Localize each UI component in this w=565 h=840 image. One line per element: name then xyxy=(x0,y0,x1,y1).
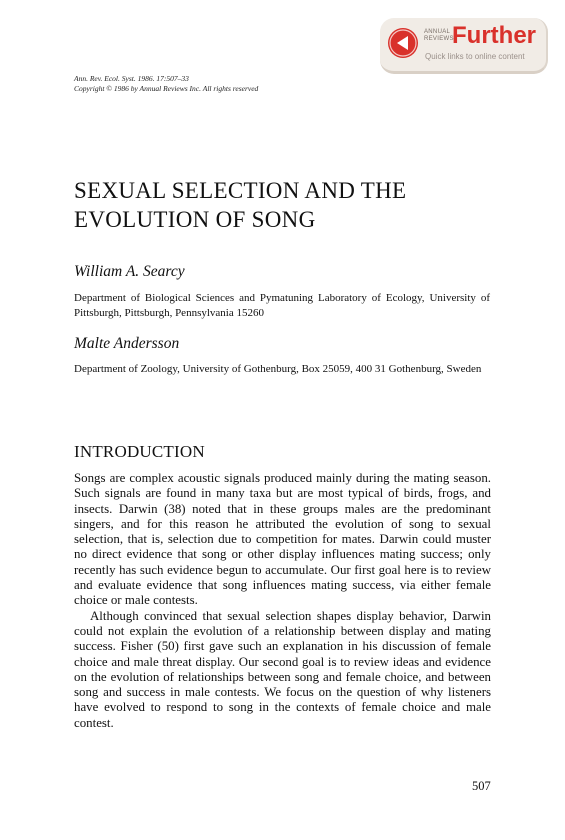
journal-copyright: Copyright © 1986 by Annual Reviews Inc. All rights reserved xyxy=(74,84,259,93)
page-number: 507 xyxy=(472,779,491,793)
annual-reviews-further-badge[interactable] xyxy=(380,18,548,74)
article-title xyxy=(74,176,494,234)
article-title-line-1: SEXUAL SELECTION AND THE xyxy=(74,178,407,203)
journal-citation-block xyxy=(74,74,258,94)
section-body xyxy=(74,471,491,731)
author-affiliation: Department of Biological Sciences and Pymatuning Laboratory of Ecology, University of Pittsburgh, Pittsburgh, Pennsylvania 15260 xyxy=(74,292,490,319)
badge-reviews-text: REVIEWS xyxy=(424,36,454,42)
body-paragraph: Although convinced that sexual selection shapes display behavior, Darwin could not explain the evolution of a relationship between display and mating success. Fisher (50) first gave such an explanation in his discussion of female choice and male threat display. Our second goal is to review ideas and evidence on the evolution of relationships between song and female choice, and between song and success in male contests. We focus on the question of why listeners have evolved to respond to song in the contexts of female choice and male contest. xyxy=(74,608,491,730)
journal-citation: Ann. Rev. Ecol. Syst. 1986. 17:507–33 xyxy=(74,74,189,83)
badge-tagline: Quick links to online content xyxy=(425,52,525,61)
body-paragraph: Songs are complex acoustic signals produced mainly during the mating season. Such signals are found in many taxa but are most typical of birds, frogs, and insects. Darwin (38) noted that in these groups males are the predominant singers, and for this reason he attributed the evolution of song to sexual selection, that is, selection due to competition for mates. Darwin could muster no direct evidence that song or other display influences mating success; only recently has such evidence begun to accumulate. Our first goal here is to review and evaluate evidence that song influences mating success, via either female choice or male contests. xyxy=(74,471,491,608)
badge-publisher-label xyxy=(424,29,454,43)
back-arrow-circle-icon xyxy=(388,28,418,58)
badge-brand: Further xyxy=(452,22,536,49)
author-name: Malte Andersson xyxy=(74,335,180,352)
author-affiliation: Department of Zoology, University of Gothenburg, Box 25059, 400 31 Gothenburg, Sweden xyxy=(74,363,482,375)
author-name: William A. Searcy xyxy=(74,263,185,280)
section-heading: INTRODUCTION xyxy=(74,442,205,461)
badge-annual-text: ANNUAL xyxy=(424,29,451,35)
article-title-line-2: EVOLUTION OF SONG xyxy=(74,207,316,232)
